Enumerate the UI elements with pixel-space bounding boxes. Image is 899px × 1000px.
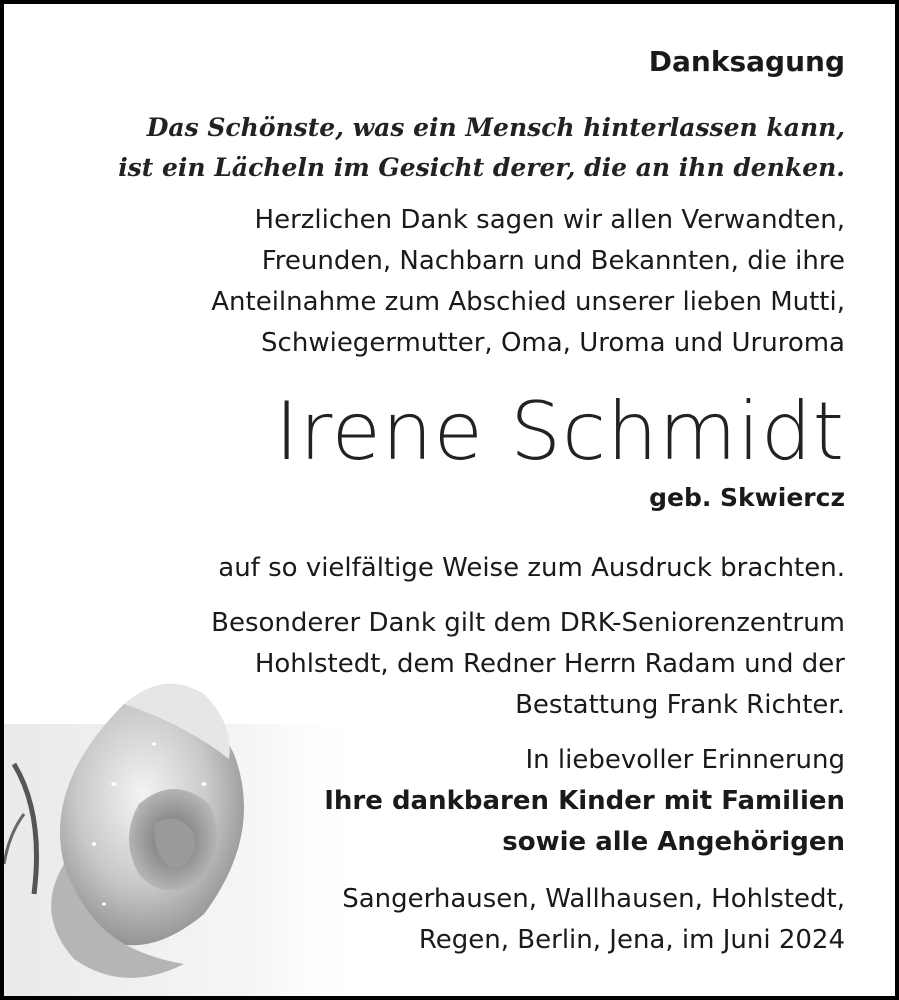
deceased-name: Irene Schmidt <box>274 385 845 478</box>
closing-block <box>65 740 845 863</box>
special-thanks-line: Besonderer Dank gilt dem DRK-Seniorenzentrum <box>211 608 845 638</box>
quote-line: ist ein Lächeln im Gesicht derer, die an ihn denken. <box>118 153 845 182</box>
intro-line: Schwiegermutter, Oma, Uroma und Ururoma <box>261 328 845 358</box>
quote-line: Das Schönste, was ein Mensch hinterlassen kann, <box>146 113 845 142</box>
intro-line: Herzlichen Dank sagen wir allen Verwandten, <box>254 205 845 235</box>
special-thanks <box>65 603 845 726</box>
memory-line: In liebevoller Erinnerung <box>525 745 845 775</box>
birth-name: geb. Skwiercz <box>649 483 845 512</box>
special-thanks-line: Hohlstedt, dem Redner Herrn Radam und der <box>254 649 845 679</box>
notice-heading: Danksagung <box>648 45 845 78</box>
thanks-intro <box>65 200 845 364</box>
intro-line: Freunden, Nachbarn und Bekannten, die ihre <box>261 246 845 276</box>
places-and-date <box>65 879 845 961</box>
notice-text <box>65 44 845 961</box>
thanks-outro: auf so vielfältige Weise zum Ausdruck brachten. <box>218 553 845 583</box>
date-line: Regen, Berlin, Jena, im Juni 2024 <box>418 925 845 955</box>
signer-line: sowie alle Angehörigen <box>502 827 845 857</box>
signer-line: Ihre dankbaren Kinder mit Familien <box>324 786 845 816</box>
special-thanks-line: Bestattung Frank Richter. <box>515 690 845 720</box>
places-line: Sangerhausen, Wallhausen, Hohlstedt, <box>342 884 845 914</box>
memorial-quote <box>65 108 845 188</box>
intro-line: Anteilnahme zum Abschied unserer lieben Mutti, <box>211 287 845 317</box>
